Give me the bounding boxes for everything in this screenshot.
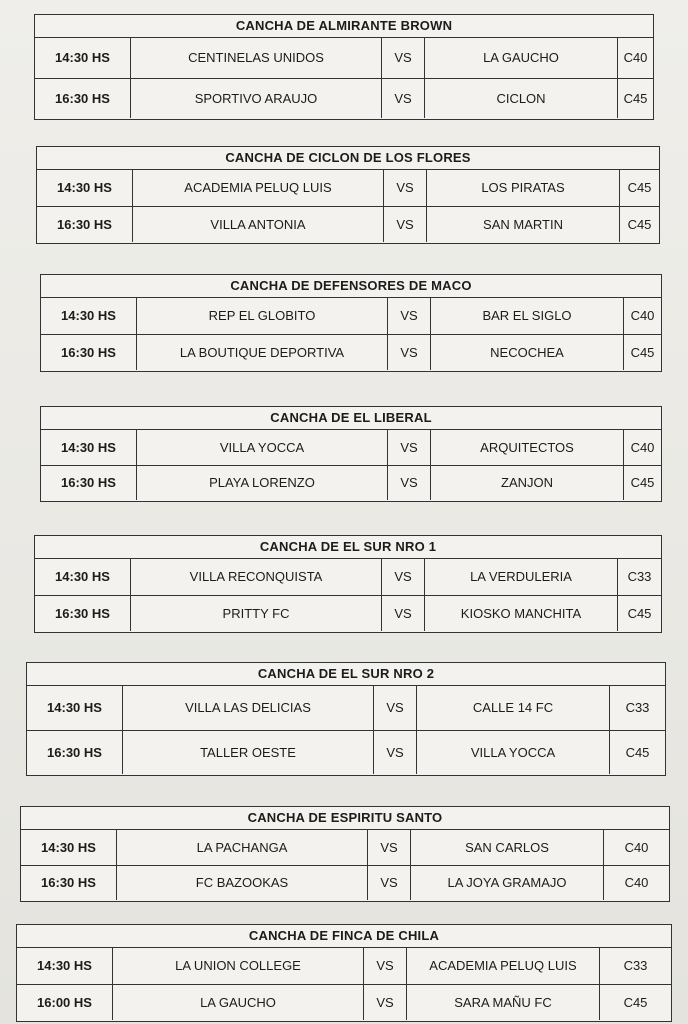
match-time: 14:30 HS <box>35 559 131 595</box>
match-time: 14:30 HS <box>41 430 137 465</box>
field-title: CANCHA DE EL SUR NRO 2 <box>27 663 665 686</box>
match-time: 14:30 HS <box>41 298 137 334</box>
match-time: 14:30 HS <box>35 38 131 78</box>
category: C33 <box>618 559 662 595</box>
category: C33 <box>600 948 672 984</box>
match-table <box>17 948 671 1020</box>
vs-label: VS <box>384 206 427 242</box>
field-block <box>36 146 660 244</box>
category: C40 <box>624 298 662 334</box>
field-block <box>16 924 672 1022</box>
field-block <box>26 662 666 776</box>
field-block <box>40 274 662 372</box>
field-title: CANCHA DE FINCA DE CHILA <box>17 925 671 948</box>
match-row <box>41 334 661 370</box>
match-table <box>35 38 653 118</box>
vs-label: VS <box>364 984 407 1020</box>
category: C45 <box>624 334 662 370</box>
category: C40 <box>604 830 670 865</box>
home-team: TALLER OESTE <box>123 730 374 774</box>
match-row <box>37 206 659 242</box>
field-block <box>40 406 662 502</box>
field-block <box>34 535 662 633</box>
home-team: LA GAUCHO <box>113 984 364 1020</box>
vs-label: VS <box>368 865 411 900</box>
match-time: 16:00 HS <box>17 984 113 1020</box>
away-team: LOS PIRATAS <box>427 170 620 206</box>
match-time: 16:30 HS <box>41 334 137 370</box>
match-time: 16:30 HS <box>35 78 131 118</box>
match-row <box>37 170 659 206</box>
home-team: VILLA RECONQUISTA <box>131 559 382 595</box>
vs-label: VS <box>374 686 417 730</box>
field-title: CANCHA DE ESPIRITU SANTO <box>21 807 669 830</box>
home-team: REP EL GLOBITO <box>137 298 388 334</box>
field-title: CANCHA DE EL SUR NRO 1 <box>35 536 661 559</box>
vs-label: VS <box>374 730 417 774</box>
vs-label: VS <box>382 38 425 78</box>
match-time: 16:30 HS <box>21 865 117 900</box>
category: C45 <box>620 170 660 206</box>
match-time: 14:30 HS <box>17 948 113 984</box>
match-time: 14:30 HS <box>21 830 117 865</box>
home-team: FC BAZOOKAS <box>117 865 368 900</box>
match-row <box>35 38 653 78</box>
away-team: CICLON <box>425 78 618 118</box>
home-team: CENTINELAS UNIDOS <box>131 38 382 78</box>
category: C45 <box>620 206 660 242</box>
away-team: SAN CARLOS <box>411 830 604 865</box>
vs-label: VS <box>364 948 407 984</box>
away-team: SARA MAÑU FC <box>407 984 600 1020</box>
category: C40 <box>624 430 662 465</box>
vs-label: VS <box>388 465 431 500</box>
away-team: CALLE 14 FC <box>417 686 610 730</box>
away-team: NECOCHEA <box>431 334 624 370</box>
match-row <box>17 948 671 984</box>
home-team: LA PACHANGA <box>117 830 368 865</box>
home-team: ACADEMIA PELUQ LUIS <box>133 170 384 206</box>
match-table <box>37 170 659 242</box>
match-time: 16:30 HS <box>37 206 133 242</box>
home-team: SPORTIVO ARAUJO <box>131 78 382 118</box>
away-team: ARQUITECTOS <box>431 430 624 465</box>
vs-label: VS <box>368 830 411 865</box>
away-team: ACADEMIA PELUQ LUIS <box>407 948 600 984</box>
away-team: LA JOYA GRAMAJO <box>411 865 604 900</box>
match-time: 16:30 HS <box>27 730 123 774</box>
match-row <box>35 78 653 118</box>
home-team: LA UNION COLLEGE <box>113 948 364 984</box>
match-row <box>17 984 671 1020</box>
away-team: BAR EL SIGLO <box>431 298 624 334</box>
match-table <box>27 686 665 774</box>
category: C45 <box>624 465 662 500</box>
match-time: 14:30 HS <box>37 170 133 206</box>
vs-label: VS <box>384 170 427 206</box>
home-team: PRITTY FC <box>131 595 382 631</box>
match-row <box>35 595 661 631</box>
match-row <box>41 465 661 500</box>
category: C45 <box>618 595 662 631</box>
away-team: LA GAUCHO <box>425 38 618 78</box>
home-team: LA BOUTIQUE DEPORTIVA <box>137 334 388 370</box>
match-table <box>41 298 661 370</box>
category: C45 <box>618 78 654 118</box>
match-time: 16:30 HS <box>35 595 131 631</box>
field-title: CANCHA DE CICLON DE LOS FLORES <box>37 147 659 170</box>
vs-label: VS <box>382 595 425 631</box>
match-row <box>41 430 661 465</box>
match-row <box>21 865 669 900</box>
match-row <box>27 686 665 730</box>
vs-label: VS <box>388 334 431 370</box>
away-team: KIOSKO MANCHITA <box>425 595 618 631</box>
home-team: VILLA YOCCA <box>137 430 388 465</box>
vs-label: VS <box>388 298 431 334</box>
field-title: CANCHA DE ALMIRANTE BROWN <box>35 15 653 38</box>
vs-label: VS <box>388 430 431 465</box>
away-team: LA VERDULERIA <box>425 559 618 595</box>
category: C40 <box>618 38 654 78</box>
away-team: ZANJON <box>431 465 624 500</box>
vs-label: VS <box>382 78 425 118</box>
category: C45 <box>600 984 672 1020</box>
field-title: CANCHA DE EL LIBERAL <box>41 407 661 430</box>
match-time: 16:30 HS <box>41 465 137 500</box>
field-block <box>20 806 670 902</box>
field-block <box>34 14 654 120</box>
match-row <box>21 830 669 865</box>
match-table <box>35 559 661 631</box>
match-row <box>35 559 661 595</box>
away-team: VILLA YOCCA <box>417 730 610 774</box>
match-row <box>27 730 665 774</box>
match-table <box>41 430 661 500</box>
home-team: VILLA ANTONIA <box>133 206 384 242</box>
match-table <box>21 830 669 900</box>
vs-label: VS <box>382 559 425 595</box>
match-row <box>41 298 661 334</box>
away-team: SAN MARTIN <box>427 206 620 242</box>
home-team: VILLA LAS DELICIAS <box>123 686 374 730</box>
field-title: CANCHA DE DEFENSORES DE MACO <box>41 275 661 298</box>
match-time: 14:30 HS <box>27 686 123 730</box>
home-team: PLAYA LORENZO <box>137 465 388 500</box>
category: C33 <box>610 686 666 730</box>
category: C45 <box>610 730 666 774</box>
category: C40 <box>604 865 670 900</box>
